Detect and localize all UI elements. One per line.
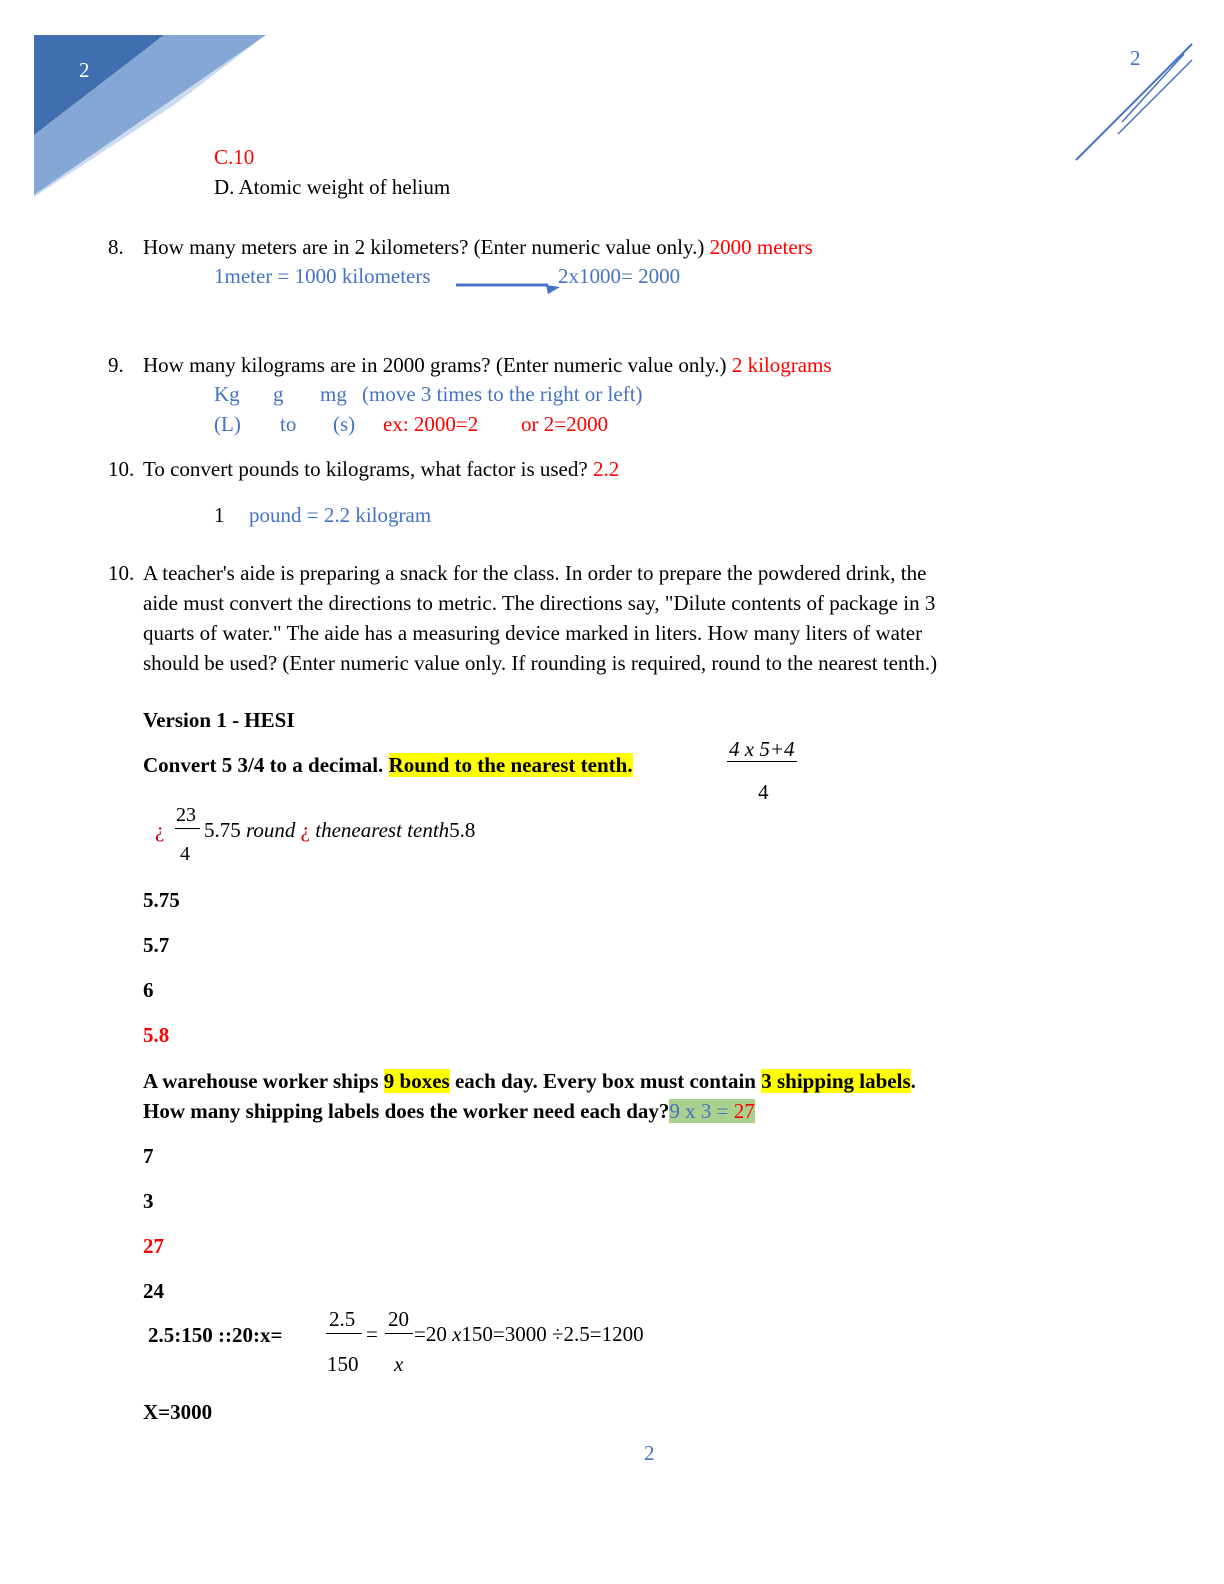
ratio-f1-den: 150 xyxy=(327,1352,359,1376)
version-fraction-den: 4 xyxy=(758,780,769,804)
ratio-rest-tail: 150=3000 ÷2.5=1200 xyxy=(461,1322,644,1346)
warehouse-choice: 24 xyxy=(143,1279,164,1303)
warehouse-highlight-boxes: 9 boxes xyxy=(383,1069,450,1093)
version-eq-expression xyxy=(204,818,475,843)
q8-number: 8. xyxy=(108,235,124,259)
q8-answer: 2000 meters xyxy=(709,235,813,259)
q9-example: ex: 2000=2 xyxy=(383,412,479,436)
version-question xyxy=(143,752,633,778)
version-heading: Version 1 - HESI xyxy=(143,708,295,732)
ratio-rest-eq: =20 xyxy=(414,1322,447,1346)
ratio-rest xyxy=(414,1322,644,1347)
warehouse-text: each day. Every box must contain xyxy=(454,1069,756,1093)
version-eq-den: 4 xyxy=(180,843,190,865)
q10b-number: 10. xyxy=(108,561,135,585)
version-eq-num: 23 xyxy=(176,804,196,826)
version-eq-result: 5.8 xyxy=(449,818,476,842)
ratio-rest-x: x xyxy=(452,1322,462,1346)
q10b-line: A teacher's aide is preparing a snack for the class. In order to prepare the powdered drink, the xyxy=(143,561,927,585)
version-eq-tail: thenearest tenth xyxy=(315,818,450,842)
warehouse-period: . xyxy=(910,1069,916,1093)
q8-work-left: 1meter = 1000 kilometers xyxy=(214,264,431,288)
q10a-question-line xyxy=(143,456,619,482)
version-fraction-bar xyxy=(727,761,797,762)
warehouse-choice: 3 xyxy=(143,1189,154,1213)
q10b-line: quarts of water." The aide has a measuring device marked in liters. How many liters of water xyxy=(143,621,923,645)
q10b-line: aide must convert the directions to metric. The directions say, "Dilute contents of package in 3 xyxy=(143,591,936,615)
q9-question-line xyxy=(143,352,832,378)
q9-unit-kg: Kg xyxy=(214,382,240,406)
warehouse-work-blue: 9 x 3 xyxy=(669,1099,712,1123)
header-page-number-left: 2 xyxy=(79,58,90,82)
q10b-line: should be used? (Enter numeric value only. If rounding is required, round to the nearest tenth.) xyxy=(143,651,938,675)
ratio-f1-bar xyxy=(326,1333,362,1334)
warehouse-choice: 7 xyxy=(143,1144,154,1168)
q10a-work-text: pound = 2.2 kilogram xyxy=(249,503,432,527)
q8-question-line xyxy=(143,234,813,260)
warehouse-work-eq: = xyxy=(711,1099,734,1123)
q10a-answer: 2.2 xyxy=(592,457,620,481)
q7-option-c: C.10 xyxy=(214,145,255,169)
ratio-f2-num: 20 xyxy=(388,1307,409,1331)
warehouse-line-2 xyxy=(143,1098,755,1124)
version-eq-bar xyxy=(175,828,200,829)
ratio-label: 2.5:150 ::20:x= xyxy=(148,1323,283,1347)
warehouse-work xyxy=(669,1099,754,1123)
header-page-number-right: 2 xyxy=(1130,46,1141,70)
version-question-plain: Convert 5 3/4 to a decimal. xyxy=(143,753,384,777)
version-choice: 6 xyxy=(143,978,154,1002)
q9-row2-to: to xyxy=(280,412,297,436)
version-choice-correct: 5.8 xyxy=(143,1023,170,1047)
q9-row2-l: (L) xyxy=(214,412,241,436)
ratio-f1-num: 2.5 xyxy=(329,1307,356,1331)
ratio-f2-bar xyxy=(385,1333,413,1334)
q9-units-note: (move 3 times to the right or left) xyxy=(362,382,643,406)
header-decoration-left xyxy=(34,35,266,197)
version-fraction-num: 4 x 5+4 xyxy=(729,737,795,761)
version-choice: 5.7 xyxy=(143,933,170,957)
q10a-work-one: 1 xyxy=(214,503,225,527)
q9-number: 9. xyxy=(108,353,124,377)
ratio-f2-den: x xyxy=(394,1352,404,1376)
version-eq-round: round xyxy=(246,818,296,842)
q9-unit-mg: mg xyxy=(320,382,347,406)
q9-unit-g: g xyxy=(273,382,284,406)
q9-row2-s: (s) xyxy=(333,412,356,436)
warehouse-choice-correct: 27 xyxy=(143,1234,164,1258)
q10a-number: 10. xyxy=(108,457,135,481)
version-eq-symbol2: ¿ xyxy=(300,818,310,842)
version-eq-mid: 5.75 xyxy=(204,818,241,842)
version-question-highlight: Round to the nearest tenth. xyxy=(388,753,633,777)
warehouse-line-1 xyxy=(143,1068,916,1094)
warehouse-highlight-labels: 3 shipping labels xyxy=(761,1069,911,1093)
version-eq-symbol: ¿ xyxy=(155,818,165,842)
ratio-answer: X=3000 xyxy=(143,1400,213,1424)
warehouse-text: A warehouse worker ships xyxy=(143,1069,379,1093)
ratio-eq: = xyxy=(366,1322,378,1346)
q9-answer: 2 kilograms xyxy=(731,353,832,377)
q7-option-d: D. Atomic weight of helium xyxy=(214,175,451,199)
q9-example-or: or 2=2000 xyxy=(521,412,609,436)
footer-page-number: 2 xyxy=(644,1441,655,1465)
warehouse-question: How many shipping labels does the worker need each day? xyxy=(143,1099,670,1123)
q10b-paragraph xyxy=(143,558,1063,678)
warehouse-work-red: 27 xyxy=(733,1099,755,1123)
q8-question: How many meters are in 2 kilometers? (Enter numeric value only.) xyxy=(143,235,705,259)
q9-question: How many kilograms are in 2000 grams? (Enter numeric value only.) xyxy=(143,353,727,377)
arrow-right-icon xyxy=(456,278,562,296)
version-choice: 5.75 xyxy=(143,888,180,912)
q8-work-right: 2x1000= 2000 xyxy=(558,264,681,288)
q10a-question: To convert pounds to kilograms, what factor is used? xyxy=(143,457,588,481)
header-decoration-right xyxy=(1072,40,1196,164)
